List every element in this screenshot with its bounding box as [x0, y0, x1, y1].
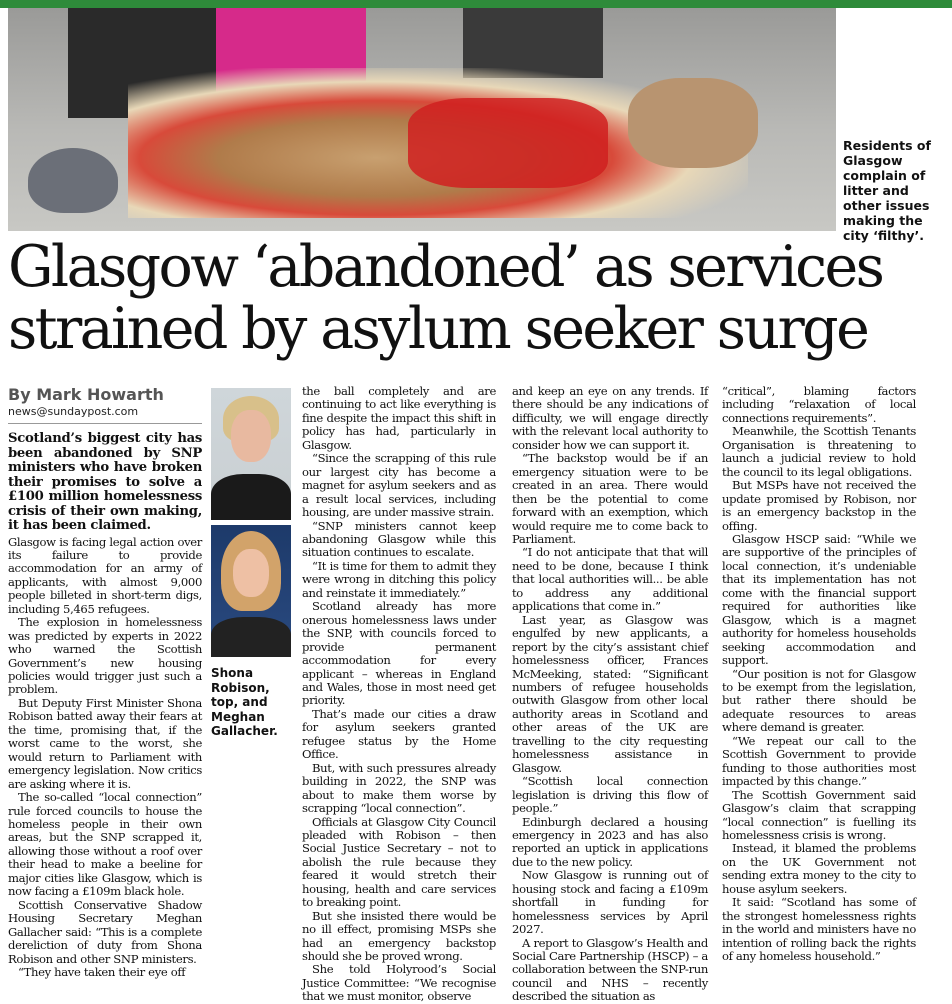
column-4	[722, 385, 916, 963]
headline	[8, 236, 944, 360]
paragraph: Edinburgh declared a housing emergency in 2023 and has also reported an uptick in applications due to the new policy.	[512, 814, 708, 869]
photo-caption: Residents of Glasgow complain of litter and other issues making the city ‘filthy’.	[843, 138, 931, 243]
paragraph: That’s made our cities a draw for asylum seekers granted refugee status by the Home Office.	[302, 706, 496, 762]
paragraph: The so-called “local connection” rule forced councils to house the homeless people in their own areas, but the SNP scrapped it, allowing those without a roof over their head to make a beeline for major cities like Glasgow, which is now facing a £109m black hole.	[8, 790, 202, 899]
paragraph: “It is time for them to admit they were wrong in ditching this policy and reinstate it immediately.”	[302, 558, 496, 600]
paragraph: Instead, it blamed the problems on the UK Government not sending extra money to the city to house asylum seekers.	[722, 841, 916, 896]
paragraph: “Scottish local connection legislation is driving this flow of people.”	[512, 774, 708, 816]
paragraph: Glasgow is facing legal action over its failure to provide accommodation for an army of applicants, with almost 9,000 people billeted in short-term digs, including 5,465 refugees.	[8, 534, 202, 616]
paragraph: Scotland already has more onerous homelessness laws under the SNP, with councils forced to provide permanent accommodation for every applicant – whereas in England and Wales, those in most need get priority.	[302, 599, 496, 708]
paragraph: The explosion in homelessness was predicted by experts in 2022 who warned the Scottish Government’s new housing policies would trigger just such a problem.	[8, 615, 202, 697]
paragraph: “They have taken their eye off	[18, 965, 186, 979]
pigeon-shape	[28, 148, 118, 213]
byline: By Mark Howarth	[8, 385, 164, 404]
meghan-gallacher-photo	[211, 525, 291, 657]
column-2	[302, 385, 496, 1004]
paragraph: But MSPs have not received the update promised by Robison, nor is an emergency backstop in the offing.	[722, 478, 916, 533]
paragraph: the ball completely and are continuing to act like everything is fine despite the impact this shift in policy has had, particularly in Glasgow.	[302, 384, 496, 452]
paragraph: “critical”, blaming factors including “relaxation of local connections requirements”.	[722, 384, 916, 425]
shona-robison-photo	[211, 388, 291, 520]
paragraph: Scottish Conservative Shadow Housing Secretary Meghan Gallacher said: “This is a complete dereliction of duty from Shona Robison and other SNP ministers.	[8, 897, 202, 966]
paragraph: Now Glasgow is running out of housing stock and facing a £109m shortfall in funding for homelessness services by April 2027.	[512, 868, 708, 937]
author-email: news@sundaypost.com	[8, 405, 139, 418]
paragraph: “We repeat our call to the Scottish Government to provide funding to those authorities most impacted by this change.”	[722, 733, 916, 789]
headline-line: Glasgow ‘abandoned’ as services	[8, 234, 883, 300]
paragraph: The Scottish Government said Glasgow’s claim that scrapping “local connection” is fuelling its homelessness crisis is wrong.	[722, 787, 916, 842]
bag-shape	[628, 78, 758, 168]
portrait-caption: Shona Robison, top, and Meghan Gallacher.	[211, 666, 278, 738]
paragraph: A report to Glasgow’s Health and Social Care Partnership (HSCP) – a collaboration between the SNP-run council and NHS – recently described the situation as	[512, 935, 708, 1004]
headline-line: strained by asylum seeker surge	[8, 296, 868, 362]
paragraph: Meanwhile, the Scottish Tenants Organisation is threatening to launch a judicial review to hold the council to its legal obligations.	[722, 424, 916, 479]
paragraph: It said: “Scotland has some of the strongest homelessness rights in the world and ministers have no intention of rolling back the rights of any homeless household.”	[722, 895, 916, 964]
paragraph: Last year, as Glasgow was engulfed by new applicants, a report by the city’s assistant chief homelessness officer, Frances McMeeking, stated: “Significant numbers of refugee households outwith Glasgow from other local authority areas in Scotland and other areas of the UK are travelling to the city requesting homelessness assistance in Glasgow.	[512, 612, 708, 775]
top-color-bar	[0, 0, 952, 8]
paragraph: But Deputy First Minister Shona Robison batted away their fears at the time, promising that, if the worst came to the worst, she would return to Parliament with emergency legislation. Now critics are asking where it is.	[8, 695, 202, 791]
paragraph: “I do not anticipate that that will need to be done, because I think that local authorities will... be able to address any additional applications that come in.”	[512, 545, 708, 614]
paragraph: But, with such pressures already building in 2022, the SNP was about to make them worse by scrapping “local connection”.	[302, 760, 496, 816]
paragraph: and keep an eye on any trends. If there should be any indications of difficulty, we will engage directly with the relevant local authority to consider how we can support it.	[512, 384, 708, 452]
paragraph: “The backstop would be if an emergency situation were to be created in an area. There would then be the potential to come forward with an exemption, which would require me to come back to Parliament.	[512, 451, 708, 546]
paragraph: But she insisted there would be no ill effect, promising MSPs she had an emergency backstop should she be proved wrong.	[302, 908, 496, 964]
paragraph: “Our position is not for Glasgow to be exempt from the legislation, but rather there should be adequate resources to areas where demand is greater.	[722, 666, 916, 735]
paragraph: “SNP ministers cannot keep abandoning Glasgow while this situation continues to escalate.	[302, 518, 496, 560]
paragraph: Officials at Glasgow City Council pleaded with Robison – then Social Justice Secretary – not to abolish the rule because they feared it would stretch their housing, health and care services to breaking point.	[302, 814, 496, 910]
column-1	[8, 432, 202, 979]
standfirst: Scotland’s biggest city has been abandoned by SNP ministers who have broken their promises to solve a £100 million homelessness crisis of their own making, it has been claimed.	[8, 431, 202, 533]
column-3	[512, 385, 708, 1004]
red-packaging	[408, 98, 608, 188]
paragraph: She told Holyrood’s Social Justice Committee: “We recognise that we must monitor, observe	[302, 962, 496, 1004]
paragraph: “Since the scrapping of this rule our largest city has become a magnet for asylum seekers and as a result local services, including housing, are under massive strain.	[302, 451, 496, 520]
litter-photo	[8, 8, 836, 231]
byline-divider	[8, 423, 202, 424]
paragraph: Glasgow HSCP said: “While we are supportive of the principles of local connection, it’s undeniable that its implementation has not come with the financial support required for authorities like Glasgow, which is a magnet authority for homeless households seeking accommodation and support.	[722, 531, 916, 668]
